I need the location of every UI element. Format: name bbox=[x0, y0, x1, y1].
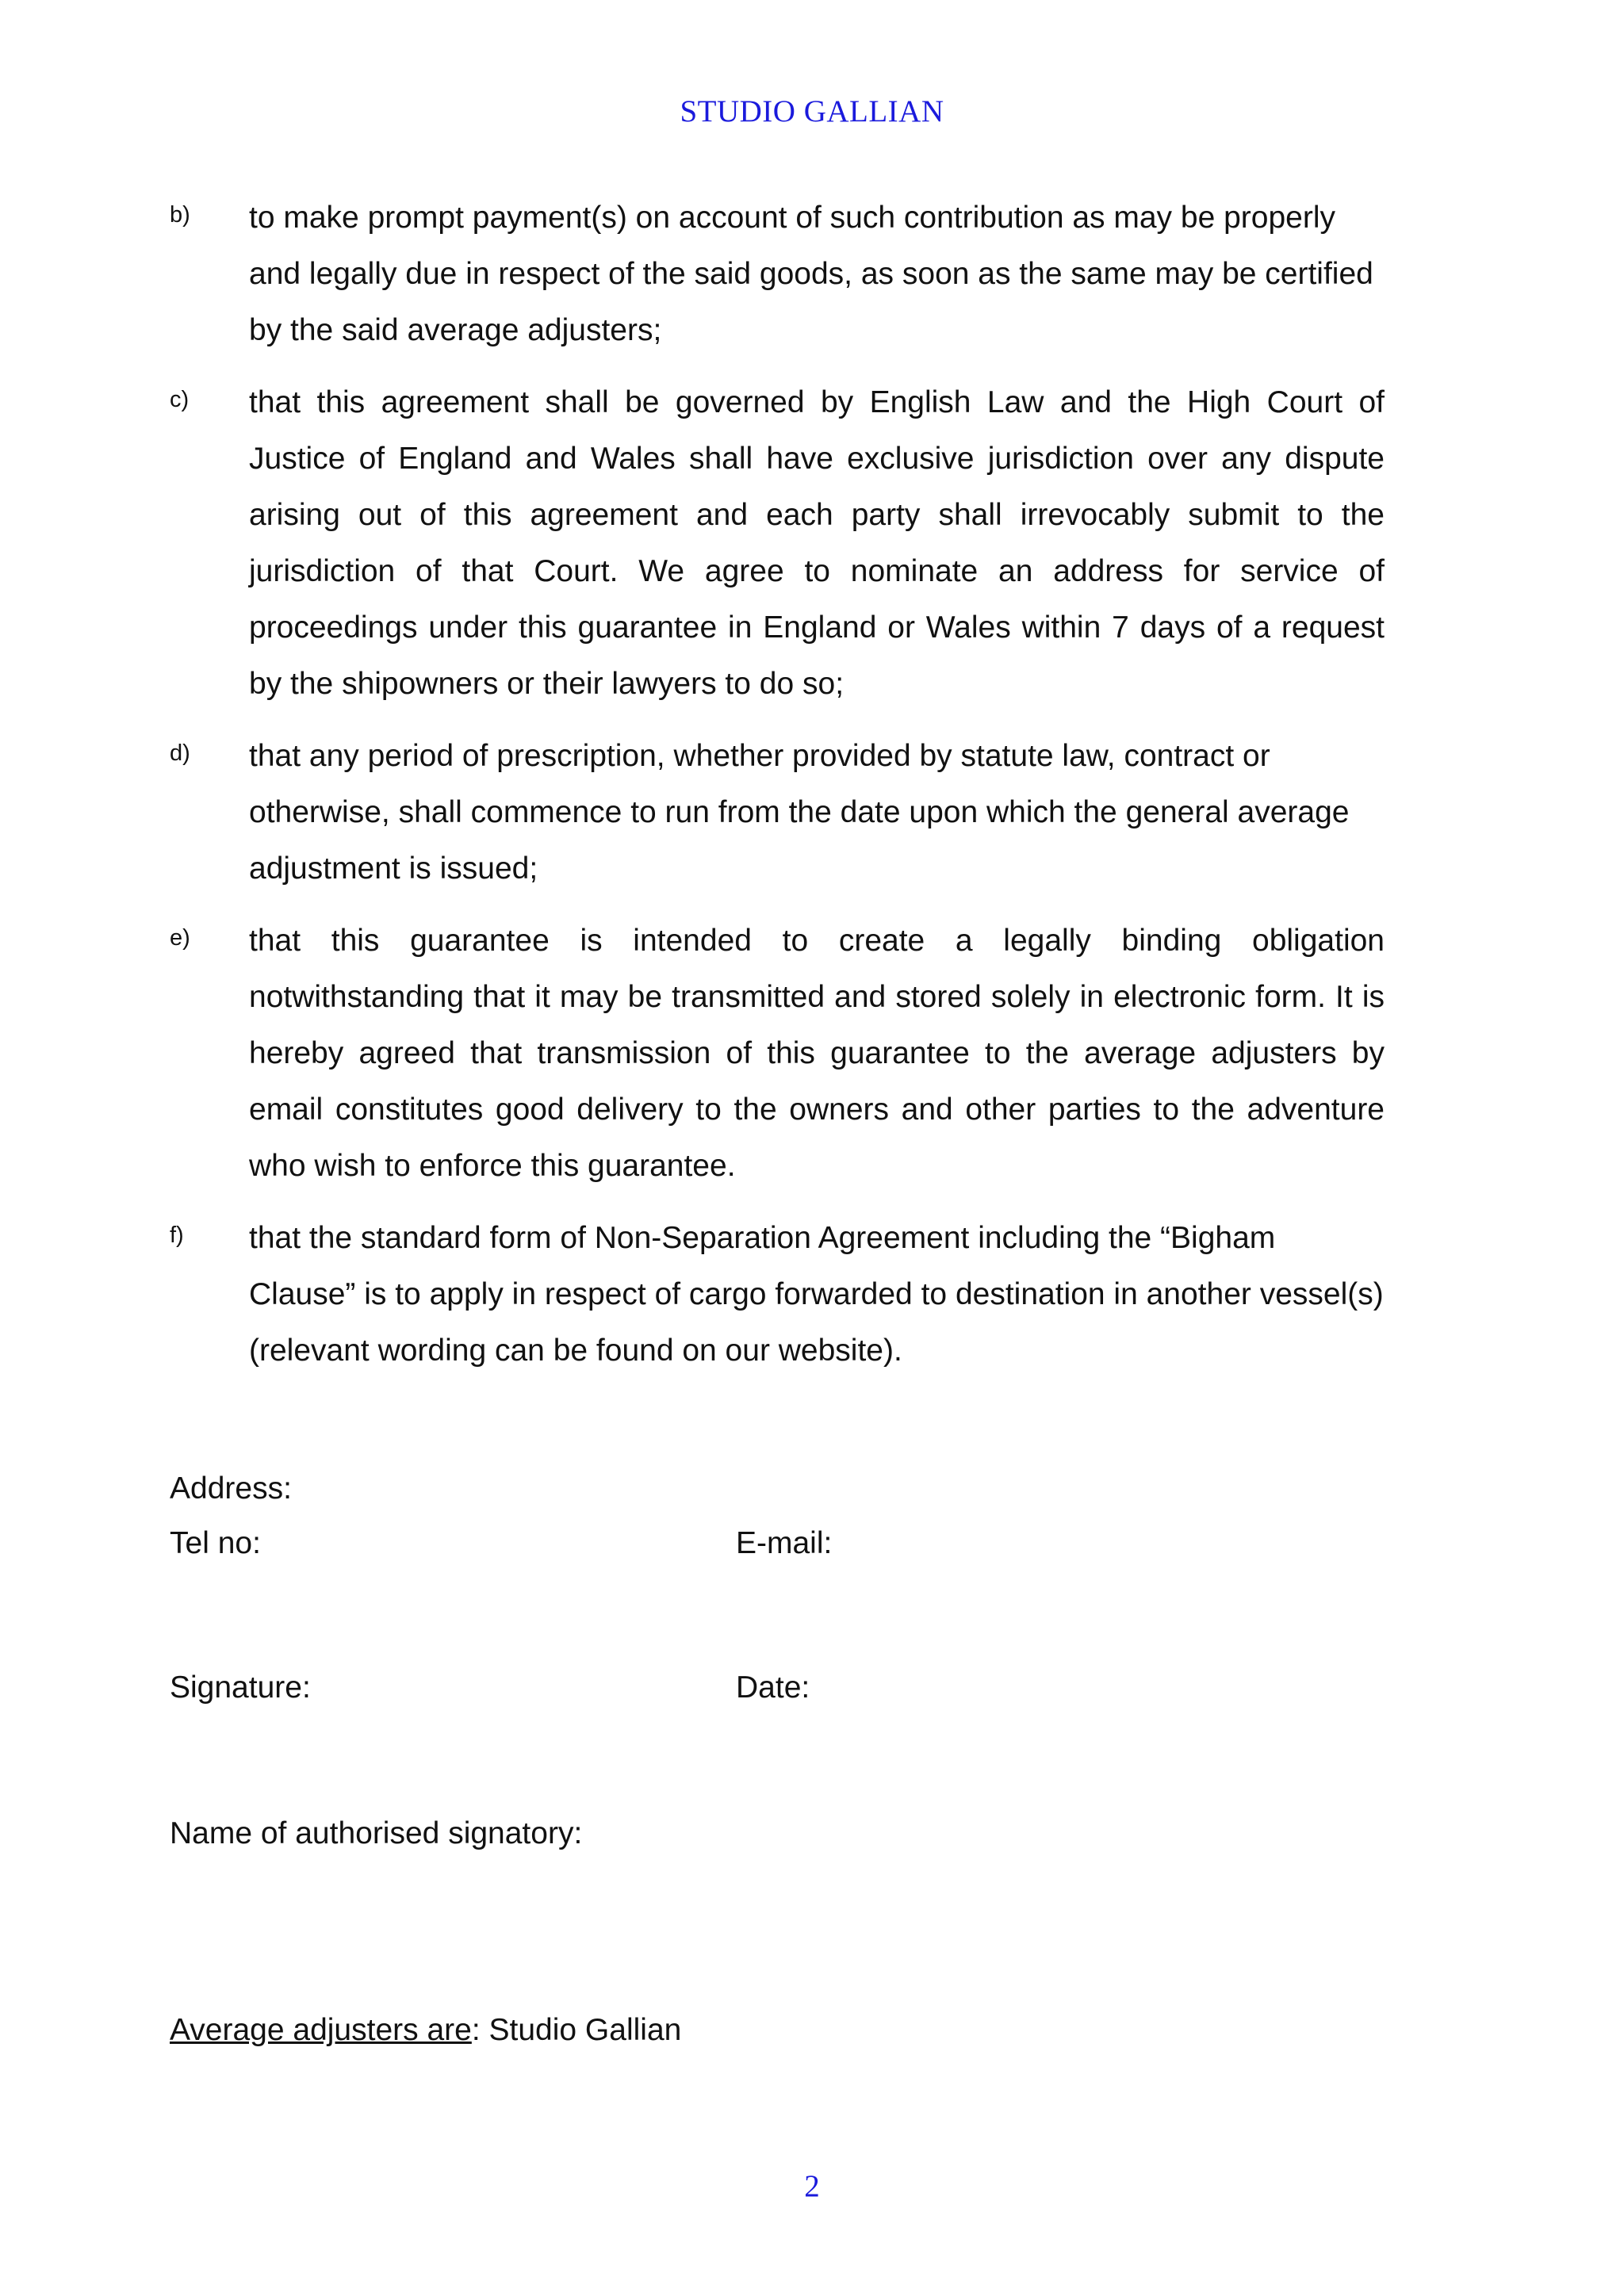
clause-text: that any period of prescription, whether provided by statute law, contract or otherwise, shall commence to run from the date upon which the general average adjustment is issued; bbox=[249, 739, 1350, 886]
clause-b bbox=[170, 189, 1385, 358]
clause-letter: b) bbox=[170, 202, 190, 228]
clause-text: that this guarantee is intended to create a legally binding obligation notwithstanding that it may be transmitted and stored solely in electronic form. It is hereby agreed that transmission of this guarantee to the average adjusters by email constitutes good delivery to the owners and other parties to the adventure who wish to enforce this guarantee. bbox=[249, 924, 1385, 1183]
page-header: STUDIO GALLIAN bbox=[680, 94, 944, 128]
clause-list bbox=[170, 189, 1385, 1395]
clause-text: that the standard form of Non-Separation Agreement including the “Bigham Clause” is to apply in respect of cargo forwarded to destination in another vessel(s) (relevant wording can be found on our website). bbox=[249, 1221, 1384, 1368]
date-label: Date: bbox=[736, 1670, 810, 1705]
clause-text: that this agreement shall be governed by English Law and the High Court of Justice of England and Wales shall have exclusive jurisdiction over any dispute arising out of this agreement and each party shall irrevocably submit to the jurisdiction of that Court. We agree to nominate an address for service of proceedings under this guarantee in England or Wales within 7 days of a request by the shipowners or their lawyers to do so; bbox=[249, 385, 1385, 701]
clause-letter: f) bbox=[170, 1223, 184, 1248]
clause-c bbox=[170, 374, 1385, 712]
signatory-label: Name of authorised signatory: bbox=[170, 1816, 583, 1850]
email-label: E-mail: bbox=[736, 1526, 833, 1560]
average-adjusters-line bbox=[170, 2012, 681, 2049]
clause-f bbox=[170, 1210, 1385, 1379]
signature-label: Signature: bbox=[170, 1670, 311, 1705]
average-adjusters-separator: : bbox=[471, 2013, 489, 2047]
clause-e bbox=[170, 913, 1385, 1194]
clause-letter: d) bbox=[170, 740, 190, 766]
page-number: 2 bbox=[804, 2169, 820, 2203]
clause-text: to make prompt payment(s) on account of such contribution as may be properly and legally due in respect of the said goods, as soon as the same may be certified by the said average adjusters; bbox=[249, 201, 1373, 347]
clause-letter: c) bbox=[170, 387, 190, 412]
address-label: Address: bbox=[170, 1471, 292, 1506]
average-adjusters-label: Average adjusters are bbox=[170, 2013, 472, 2047]
average-adjusters-name: Studio Gallian bbox=[488, 2013, 682, 2047]
clause-d bbox=[170, 728, 1385, 897]
clause-letter: e) bbox=[170, 925, 190, 951]
tel-label: Tel no: bbox=[170, 1526, 261, 1560]
